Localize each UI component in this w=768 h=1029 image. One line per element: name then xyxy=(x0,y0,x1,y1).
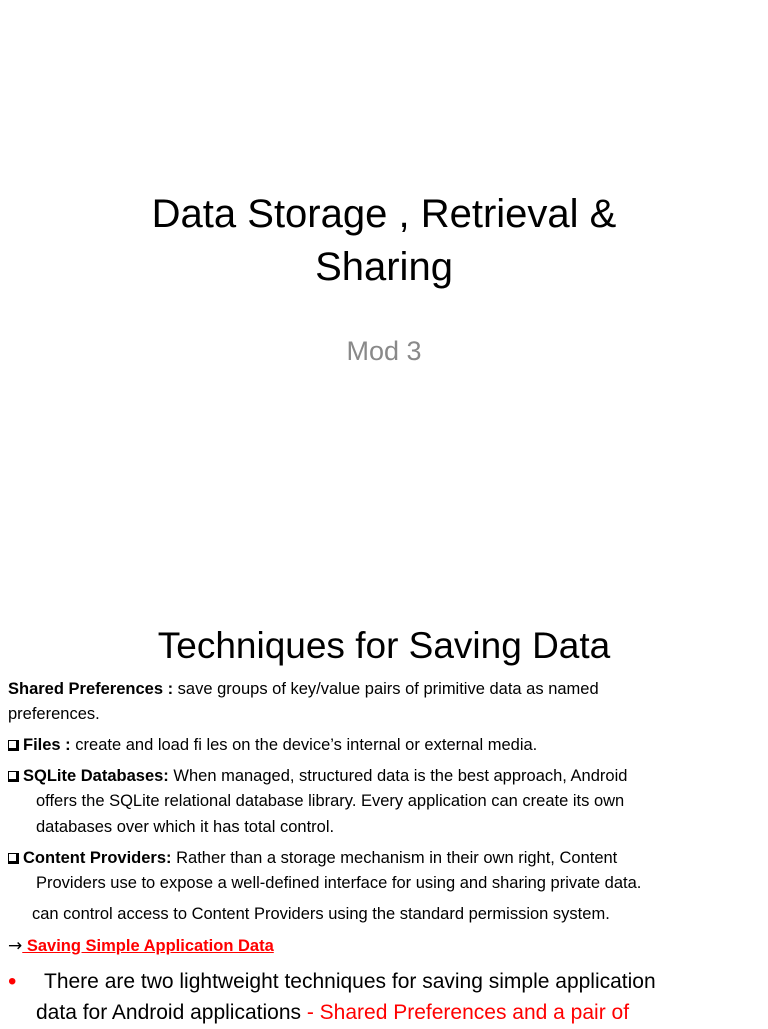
slide-title xyxy=(0,188,768,294)
content-providers-text: Rather than a storage mechanism in their own right, Content xyxy=(171,849,618,867)
shared-preferences-text-cont: preferences. xyxy=(8,705,100,723)
sqlite-text-cont-1: offers the SQLite relational database library. Every application can create its own xyxy=(36,792,625,810)
content-providers-text-cont-1: Providers use to expose a well-defined interface for using and sharing private data. xyxy=(36,874,642,892)
slide-subtitle: Mod 3 xyxy=(346,336,422,366)
content-providers-item xyxy=(8,846,617,871)
content-providers-term: Content Providers: xyxy=(23,849,172,867)
checkbox-bullet-icon xyxy=(8,740,19,751)
checkbox-bullet-icon xyxy=(8,853,19,864)
bullet-dot-icon: • xyxy=(8,968,17,995)
content-providers-text-cont-2: can control access to Content Providers using the standard permission system. xyxy=(32,905,610,923)
bullet-text-line-2-highlight: - Shared Preferences and a pair of xyxy=(301,1001,630,1024)
bullet-text-line-2 xyxy=(36,997,629,1029)
bullet-text-line-1: There are two lightweight techniques for saving simple application xyxy=(44,970,656,993)
sqlite-term: SQLite Databases: xyxy=(23,767,169,785)
sqlite-item xyxy=(8,764,627,789)
right-arrow-icon: → xyxy=(8,936,23,956)
files-term: Files : xyxy=(23,736,71,754)
files-item xyxy=(8,733,537,758)
slide-title-line-1: Data Storage , Retrieval & xyxy=(151,192,617,236)
saving-simple-data-heading xyxy=(8,934,274,959)
checkbox-bullet-icon xyxy=(8,771,19,782)
sqlite-text: When managed, structured data is the best approach, Android xyxy=(168,767,628,785)
shared-preferences-term: Shared Preferences : xyxy=(8,680,174,698)
section-title: Techniques for Saving Data xyxy=(157,625,611,666)
files-text: create and load fi les on the device’s internal or external media. xyxy=(70,736,538,754)
saving-simple-data-link[interactable]: Saving Simple Application Data xyxy=(22,937,274,955)
bullet-text-line-2-main: data for Android applications xyxy=(36,1001,302,1024)
shared-preferences-item xyxy=(8,677,599,702)
sqlite-text-cont-2: databases over which it has total control. xyxy=(36,818,335,836)
shared-preferences-text: save groups of key/value pairs of primitive data as named xyxy=(173,680,599,698)
slide-title-line-2: Sharing xyxy=(315,245,453,289)
